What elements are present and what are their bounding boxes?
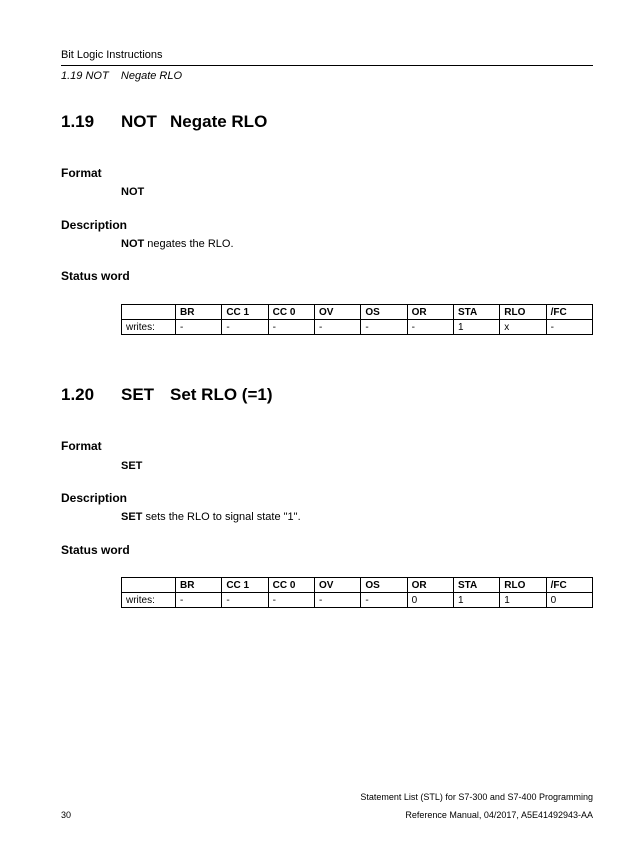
status-col-header: CC 0 <box>268 305 314 320</box>
status-writes-row <box>122 593 593 608</box>
description-heading: Description <box>61 218 128 232</box>
status-col-header: BR <box>176 305 222 320</box>
status-cell: x <box>500 320 546 335</box>
footer-document-title: Statement List (STL) for S7-300 and S7-400 Programming <box>360 792 593 802</box>
status-writes-row <box>122 320 593 335</box>
status-col-header: STA <box>453 578 499 593</box>
section-heading-not <box>61 112 267 132</box>
status-cell: - <box>222 593 268 608</box>
description-text <box>121 511 301 523</box>
format-text: NOT <box>121 186 145 198</box>
format-text: SET <box>121 460 143 472</box>
section-heading-set <box>61 385 273 405</box>
description-text <box>121 238 234 250</box>
status-cell: - <box>176 593 222 608</box>
status-cell: - <box>407 320 453 335</box>
section-title: Set RLO (=1) <box>170 385 273 404</box>
status-cell: writes: <box>122 320 176 335</box>
format-heading: Format <box>61 166 102 180</box>
status-word-heading: Status word <box>61 543 130 557</box>
section-number: 1.20 <box>61 385 95 404</box>
status-header-row <box>122 305 593 320</box>
status-col-header: CC 1 <box>222 305 268 320</box>
status-cell: - <box>361 320 407 335</box>
section-number: 1.19 <box>61 112 95 131</box>
status-header-row <box>122 578 593 593</box>
running-header-section: 1.19 NOT Negate RLO <box>61 70 183 82</box>
status-col-header <box>122 578 176 593</box>
status-cell: - <box>546 320 592 335</box>
status-cell: - <box>222 320 268 335</box>
status-col-header <box>122 305 176 320</box>
status-cell: writes: <box>122 593 176 608</box>
status-col-header: CC 0 <box>268 578 314 593</box>
section-command: NOT <box>121 112 157 131</box>
description-keyword: SET <box>121 511 143 523</box>
status-col-header: RLO <box>500 578 546 593</box>
description-body: negates the RLO. <box>144 238 234 250</box>
description-keyword: NOT <box>121 238 145 250</box>
status-col-header: OR <box>407 578 453 593</box>
status-col-header: OV <box>314 305 360 320</box>
status-cell: 1 <box>500 593 546 608</box>
description-heading: Description <box>61 491 128 505</box>
status-cell: - <box>314 593 360 608</box>
status-col-header: CC 1 <box>222 578 268 593</box>
status-col-header: /FC <box>546 578 592 593</box>
format-heading: Format <box>61 439 102 453</box>
status-col-header: STA <box>453 305 499 320</box>
status-cell: 1 <box>453 320 499 335</box>
status-cell: 0 <box>407 593 453 608</box>
status-col-header: OS <box>361 305 407 320</box>
header-rule <box>61 65 593 66</box>
status-col-header: OR <box>407 305 453 320</box>
status-cell: - <box>314 320 360 335</box>
status-cell: - <box>268 593 314 608</box>
status-word-table <box>121 304 593 335</box>
status-word-heading: Status word <box>61 269 130 283</box>
section-title: Negate RLO <box>170 112 268 131</box>
status-cell: - <box>268 320 314 335</box>
page-number: 30 <box>61 810 72 820</box>
status-col-header: RLO <box>500 305 546 320</box>
section-command: SET <box>121 385 155 404</box>
status-cell: 1 <box>453 593 499 608</box>
status-cell: - <box>176 320 222 335</box>
status-cell: - <box>361 593 407 608</box>
status-col-header: BR <box>176 578 222 593</box>
footer-manual-info: Reference Manual, 04/2017, A5E41492943-AA <box>405 810 593 820</box>
status-word-table <box>121 577 593 608</box>
status-col-header: OV <box>314 578 360 593</box>
description-body: sets the RLO to signal state "1". <box>142 511 301 523</box>
running-header-chapter: Bit Logic Instructions <box>61 49 163 61</box>
status-cell: 0 <box>546 593 592 608</box>
status-col-header: OS <box>361 578 407 593</box>
status-col-header: /FC <box>546 305 592 320</box>
